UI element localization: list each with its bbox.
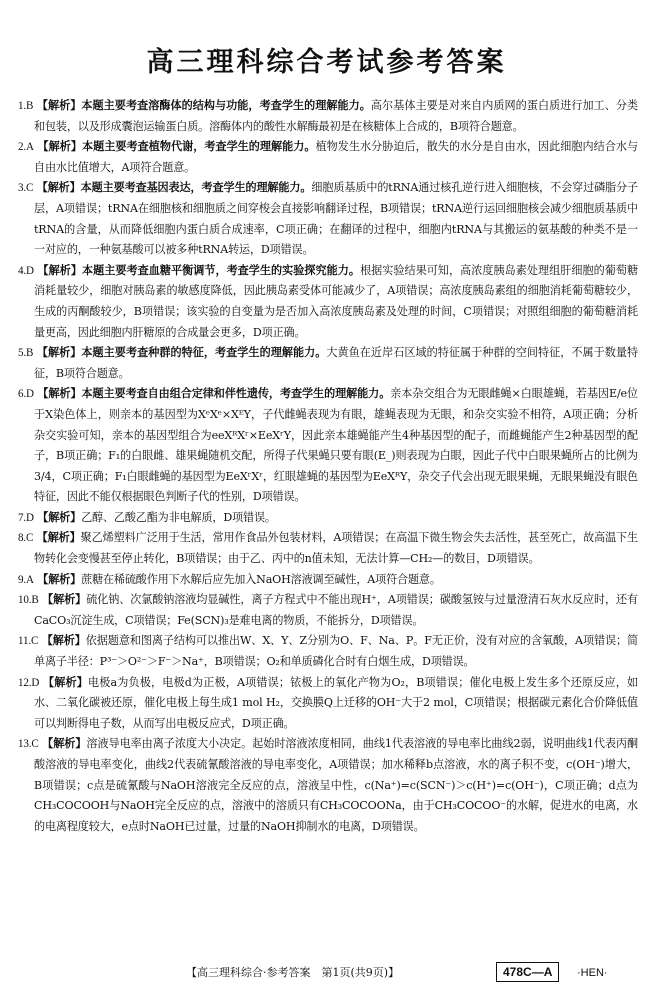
footer-exam-code: 478C—A xyxy=(496,962,559,982)
analysis-heading: 【解析】本题主要考查血糖平衡调节，考查学生的实验探究能力。 xyxy=(37,263,361,277)
analysis-text: 依据题意和图离子结构可以推出W、X、Y、Z分别为O、F、Na、P。F无正价，没有对应的含氧酸，A项错误；简单离子半径：P³⁻＞O²⁻＞F⁻＞Na⁺，B项错误；O₂和单质磷化合时有白烟生成，D项错误。 xyxy=(34,634,638,669)
answer-item xyxy=(18,384,638,508)
page-title: 高三理科综合考试参考答案 xyxy=(146,47,507,78)
analysis-heading: 【解析】本题主要考查植物代谢，考查学生的理解能力。 xyxy=(37,140,316,154)
answer-number: 5.B xyxy=(18,347,34,360)
analysis-text: 细胞质基质中的tRNA通过核孔逆行进入细胞核，不会穿过磷脂分子层，A项错误；tRNA在细胞核和细胞质之间穿梭会直接影响翻译过程，B项错误；tRNA逆行运回细胞核会减少细胞质基质中tRNA的含量，从而降低细胞内蛋白质合成速率，C项正确；在翻译的过程中，细胞内tRNA与其搬运的氨基酸的种类不是一一对应的，一种氨基酸可以被多种tRNA转运，D项错误。 xyxy=(34,181,638,257)
analysis-heading: 【解析】 xyxy=(36,531,81,545)
analysis-heading: 【解析】 xyxy=(42,675,88,689)
analysis-text: 乙醇、乙酸乙酯为非电解质，D项错误。 xyxy=(81,510,276,524)
analysis-text: 植物发生水分胁迫后，散失的水分是自由水，因此细胞内结合水与自由水比值增大，A项符合题意。 xyxy=(34,140,638,174)
answer-list xyxy=(18,96,638,837)
answer-number: 2.A xyxy=(18,141,34,154)
analysis-text: 溶液导电率由离子浓度大小决定。起始时溶液浓度相同，曲线1代表溶液的导电率比曲线2弱，说明曲线1代表丙酮酸溶液的导电率变化，曲线2代表硫氰酸溶液的导电率变化，A项错误；加水稀释b点溶液，水的离子积不变，c(OH⁻)增大，B项错误；c点是硫氰酸与NaOH溶液完全反应的点，溶液呈中性，c(Na⁺)=c(SCN⁻)＞c(H⁺)=c(OH⁻)，C项正确；d点为CH₃COCOOH与NaOH完全反应的点，溶液中的溶质只有CH₃COCOONa，由于CH₃COCOO⁻的水解，促进水的电离，水的电离程度较大，e点时NaOH已过量，过量的NaOH抑制水的电离，D项错误。 xyxy=(34,737,639,833)
analysis-heading: 【解析】 xyxy=(37,510,82,524)
answer-number: 10.B xyxy=(18,594,39,607)
answer-number: 4.D xyxy=(18,264,34,277)
answer-number: 8.C xyxy=(18,532,34,545)
analysis-text: 硫化钠、次氯酸钠溶液均显碱性，离子方程式中不能出现H⁺，A项错误；碳酸氢铵与过量澄清石灰水反应时，还有CaCO₃沉淀生成，C项错误；Fe(SCN)₃是难电离的物质，不能拆分，D项错误。 xyxy=(34,593,638,627)
answer-item xyxy=(18,528,638,569)
answer-number: 9.A xyxy=(18,573,34,586)
analysis-text: 高尔基体主要是对来自内质网的蛋白质进行加工、分类和包装，以及形成囊泡运输蛋白质。溶酶体内的酸性水解酶最初是在核糖体上合成的，B项符合题意。 xyxy=(34,99,638,133)
analysis-heading: 【解析】本题主要考查种群的特征，考查学生的理解能力。 xyxy=(36,346,327,360)
answer-number: 12.D xyxy=(18,676,40,689)
answer-number: 6.D xyxy=(18,388,34,401)
analysis-heading: 【解析】 xyxy=(37,572,82,586)
answer-item xyxy=(18,178,638,260)
answer-number: 3.C xyxy=(18,182,34,195)
analysis-heading: 【解析】 xyxy=(41,634,86,648)
analysis-text: 亲本杂交组合为无眼雌蝇×白眼雄蝇，若基因E/e位于X染色体上，则亲本的基因型为XᵉXᵉ×XᴱY，子代雌蝇表现为有眼，雄蝇表现为无眼，和杂交实验不相符，A项正确；分析杂交实验可知，亲本的基因型组合为eeXᴿXʳ×EeXʳY，因此亲本雄蝇能产生4种基因型的配子，而雌蝇能产生2种基因型的配子，B项正确；F₁的白眼雌、雄果蝇随机交配，所得子代果蝇只要有眼(E_)则表现为白眼，因此子代中白眼果蝇所占的比例为3/4，C项正确；F₁白眼雌蝇的基因型为EeXʳXʳ，红眼雄蝇的基因型为EeXᴿY，杂交子代会出现无眼果蝇，无眼果蝇没有眼色特征，因此不能仅根据眼色判断子代的性别，D项错误。 xyxy=(34,387,638,504)
answer-number: 1.B xyxy=(18,100,34,112)
analysis-heading: 【解析】本题主要考查自由组合定律和伴性遗传，考查学生的理解能力。 xyxy=(37,387,391,401)
answer-item xyxy=(18,631,638,672)
answer-item xyxy=(18,343,638,384)
answer-number: 7.D xyxy=(18,511,34,524)
answer-item xyxy=(18,508,638,529)
analysis-heading: 【解析】 xyxy=(42,737,87,751)
answer-item xyxy=(18,261,638,343)
footer-page-info: 【高三理科综合·参考答案 第1页(共9页)】 xyxy=(186,966,400,979)
analysis-text: 大黄鱼在近岸石区域的特征属于种群的空间特征，不属于数量特征，B项符合题意。 xyxy=(34,346,638,380)
answer-item xyxy=(18,570,638,591)
analysis-text: 根据实验结果可知，高浓度胰岛素处理组肝细胞的葡萄糖消耗量较少，细胞对胰岛素的敏感度降低，因此胰岛素受体可能减少了，A项错误；高浓度胰岛素组的细胞消耗葡萄糖较少，生成的丙酮酸较少，B项错误；该实验的自变量为是否加入高浓度胰岛素及处理的时间，C项错误；对照组细胞的葡萄糖消耗量更高，因此细胞内肝糖原的合成量会更多，D项正确。 xyxy=(34,263,638,339)
answer-item xyxy=(18,96,638,137)
analysis-heading: 【解析】本题主要考查溶酶体的结构与功能，考查学生的理解能力。 xyxy=(36,99,371,112)
page-footer xyxy=(0,962,653,984)
answer-number: 13.C xyxy=(18,738,39,751)
analysis-text: 蔗糖在稀硫酸作用下水解后应先加入NaOH溶液调至碱性，A项符合题意。 xyxy=(81,572,441,586)
answer-item xyxy=(18,137,638,178)
answer-item xyxy=(18,673,638,735)
analysis-text: 聚乙烯塑料广泛用于生活，常用作食品外包装材料，A项错误；在高温下微生物会失去活性，甚至死亡，故高温下生物转化会变慢甚至停止转化，B项错误；由于乙、丙中的n值未知，无法计算—CH₂—的数目，D项错误。 xyxy=(34,531,638,566)
answer-item xyxy=(18,734,638,837)
footer-region-mark: ·HEN· xyxy=(577,967,608,979)
analysis-heading: 【解析】 xyxy=(42,593,87,607)
analysis-heading: 【解析】本题主要考查基因表达，考查学生的理解能力。 xyxy=(36,181,312,195)
answer-item xyxy=(18,590,638,631)
answer-number: 11.C xyxy=(18,635,39,648)
analysis-text: 电极a为负极，电极d为正极，A项错误；铱极上的氧化产物为O₂，B项错误；催化电极上发生多个还原反应，如水、二氧化碳被还原，催化电极上每生成1 mol H₂，交换膜Q上迁移的OH⁻大于2 mol，C项错误；根据碳元素化合价降低值可以判断得电子数，从而写出电极反应式，D项正确。 xyxy=(34,675,638,730)
